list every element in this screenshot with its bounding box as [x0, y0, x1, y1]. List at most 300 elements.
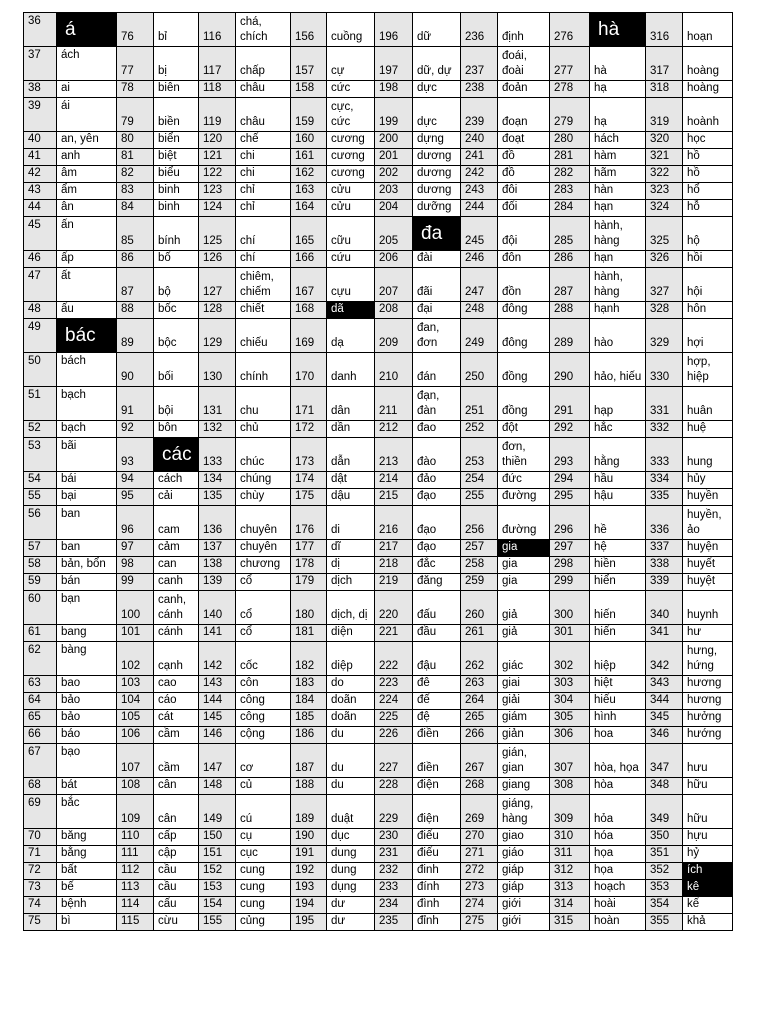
index-number: 154	[199, 897, 236, 914]
index-number: 209	[375, 319, 413, 353]
word-entry: hoàn	[590, 914, 646, 931]
index-number: 300	[550, 591, 590, 625]
word-entry: đầu	[413, 625, 461, 642]
word-entry: hạ	[590, 81, 646, 98]
word-entry: huyện	[683, 540, 733, 557]
index-number: 295	[550, 489, 590, 506]
word-entry: hình	[590, 710, 646, 727]
index-number: 353	[646, 880, 683, 897]
table-row	[24, 880, 733, 897]
index-number: 79	[117, 98, 154, 132]
word-entry: cập	[154, 846, 199, 863]
word-entry: giáng, hàng	[498, 795, 550, 829]
index-number: 164	[291, 200, 327, 217]
index-number: 156	[291, 13, 327, 47]
word-entry: hà	[590, 47, 646, 81]
index-number: 176	[291, 506, 327, 540]
index-number: 310	[550, 829, 590, 846]
word-entry: đồn	[498, 268, 550, 302]
word-entry: đồng	[498, 353, 550, 387]
word-entry: côn	[236, 676, 291, 693]
index-number: 166	[291, 251, 327, 268]
index-number: 90	[117, 353, 154, 387]
index-number: 180	[291, 591, 327, 625]
index-number: 170	[291, 353, 327, 387]
index-number: 264	[461, 693, 498, 710]
index-number: 152	[199, 863, 236, 880]
word-entry: ẩm	[57, 183, 117, 200]
index-number: 40	[24, 132, 57, 149]
index-number: 66	[24, 727, 57, 744]
word-entry: đường	[498, 489, 550, 506]
word-entry: đỉnh	[413, 914, 461, 931]
index-number: 340	[646, 591, 683, 625]
index-number: 37	[24, 47, 57, 81]
index-number: 293	[550, 438, 590, 472]
word-entry: chỉ	[236, 183, 291, 200]
index-number: 228	[375, 778, 413, 795]
index-number: 298	[550, 557, 590, 574]
word-entry: huynh	[683, 591, 733, 625]
index-number: 229	[375, 795, 413, 829]
word-entry: hiếu	[590, 693, 646, 710]
highlighted-group-header: gia	[498, 540, 550, 557]
index-number: 98	[117, 557, 154, 574]
word-entry: bộ	[154, 268, 199, 302]
word-entry: hằng	[590, 438, 646, 472]
word-entry: bái	[57, 472, 117, 489]
word-entry: cáo	[154, 693, 199, 710]
table-row	[24, 387, 733, 421]
word-entry: đán	[413, 353, 461, 387]
word-entry: bạch	[57, 421, 117, 438]
index-number: 221	[375, 625, 413, 642]
word-entry: đường	[498, 506, 550, 540]
word-entry: chi	[236, 149, 291, 166]
index-number: 134	[199, 472, 236, 489]
word-entry: dạ	[327, 319, 375, 353]
index-number: 341	[646, 625, 683, 642]
index-number: 287	[550, 268, 590, 302]
index-number: 216	[375, 506, 413, 540]
table-row	[24, 744, 733, 778]
index-number: 288	[550, 302, 590, 319]
word-entry: hàn	[590, 183, 646, 200]
index-number: 51	[24, 387, 57, 421]
index-number: 315	[550, 914, 590, 931]
index-number: 124	[199, 200, 236, 217]
table-row	[24, 914, 733, 931]
word-entry: hương	[683, 693, 733, 710]
index-number: 184	[291, 693, 327, 710]
word-entry: hủy	[683, 472, 733, 489]
index-number: 324	[646, 200, 683, 217]
word-entry: giải	[498, 693, 550, 710]
word-entry: chính	[236, 353, 291, 387]
index-number: 118	[199, 81, 236, 98]
index-number: 240	[461, 132, 498, 149]
index-number: 172	[291, 421, 327, 438]
index-number: 171	[291, 387, 327, 421]
index-number: 162	[291, 166, 327, 183]
word-entry: điếu	[413, 829, 461, 846]
index-number: 321	[646, 149, 683, 166]
index-number: 198	[375, 81, 413, 98]
word-entry: cánh	[154, 625, 199, 642]
table-row	[24, 268, 733, 302]
word-entry: hưu	[683, 744, 733, 778]
index-number: 75	[24, 914, 57, 931]
index-number: 345	[646, 710, 683, 727]
index-number: 39	[24, 98, 57, 132]
word-entry: bảo	[57, 693, 117, 710]
word-entry: bì	[57, 914, 117, 931]
index-number: 342	[646, 642, 683, 676]
index-number: 69	[24, 795, 57, 829]
word-entry: bạch	[57, 387, 117, 421]
word-entry: chỉ	[236, 200, 291, 217]
index-number: 261	[461, 625, 498, 642]
index-number: 289	[550, 319, 590, 353]
word-entry: cung	[236, 880, 291, 897]
index-number: 50	[24, 353, 57, 387]
index-number: 217	[375, 540, 413, 557]
table-row	[24, 421, 733, 438]
index-number: 308	[550, 778, 590, 795]
index-number: 55	[24, 489, 57, 506]
word-entry: bạo	[57, 744, 117, 778]
word-entry: biểu	[154, 166, 199, 183]
index-number: 259	[461, 574, 498, 591]
index-number: 145	[199, 710, 236, 727]
index-number: 115	[117, 914, 154, 931]
index-number: 331	[646, 387, 683, 421]
index-number: 136	[199, 506, 236, 540]
index-number: 92	[117, 421, 154, 438]
index-number: 150	[199, 829, 236, 846]
word-entry: huyệt	[683, 574, 733, 591]
word-entry: cổ	[236, 591, 291, 625]
index-number: 128	[199, 302, 236, 319]
word-entry: đôn	[498, 251, 550, 268]
word-entry: hãm	[590, 166, 646, 183]
word-entry: cức	[327, 81, 375, 98]
word-entry: ái	[57, 98, 117, 132]
word-entry: hương	[683, 676, 733, 693]
word-entry: chu	[236, 387, 291, 421]
index-number: 53	[24, 438, 57, 472]
word-entry: hành, hàng	[590, 217, 646, 251]
index-number: 143	[199, 676, 236, 693]
index-number: 354	[646, 897, 683, 914]
word-entry: âm	[57, 166, 117, 183]
word-entry: biệt	[154, 149, 199, 166]
word-entry: đông	[498, 319, 550, 353]
word-entry: cộng	[236, 727, 291, 744]
word-entry: hoàng	[683, 47, 733, 81]
word-entry: gia	[498, 574, 550, 591]
word-entry: đồ	[498, 166, 550, 183]
word-entry: du	[327, 778, 375, 795]
word-entry: hiệt	[590, 676, 646, 693]
index-number: 42	[24, 166, 57, 183]
index-number: 132	[199, 421, 236, 438]
word-entry: đan, đơn	[413, 319, 461, 353]
word-entry: giám	[498, 710, 550, 727]
word-entry: cung	[236, 863, 291, 880]
index-number: 327	[646, 268, 683, 302]
word-entry: hỷ	[683, 846, 733, 863]
word-entry: bội	[154, 387, 199, 421]
word-entry: hách	[590, 132, 646, 149]
table-row	[24, 472, 733, 489]
index-number: 192	[291, 863, 327, 880]
index-number: 319	[646, 98, 683, 132]
index-number: 159	[291, 98, 327, 132]
word-entry: hựu	[683, 829, 733, 846]
index-number: 267	[461, 744, 498, 778]
word-entry: dung	[327, 846, 375, 863]
index-number: 338	[646, 557, 683, 574]
index-number: 235	[375, 914, 413, 931]
index-number: 178	[291, 557, 327, 574]
index-number: 36	[24, 13, 57, 47]
word-entry: đoản	[498, 81, 550, 98]
word-entry: cổ	[236, 625, 291, 642]
index-number: 207	[375, 268, 413, 302]
index-number: 208	[375, 302, 413, 319]
word-entry: bốc	[154, 302, 199, 319]
index-number: 294	[550, 472, 590, 489]
index-number: 306	[550, 727, 590, 744]
word-entry: đôi	[498, 183, 550, 200]
index-number: 63	[24, 676, 57, 693]
index-number: 244	[461, 200, 498, 217]
index-number: 262	[461, 642, 498, 676]
index-number: 232	[375, 863, 413, 880]
index-number: 227	[375, 744, 413, 778]
word-entry: ban	[57, 506, 117, 540]
word-entry: giả	[498, 625, 550, 642]
index-number: 144	[199, 693, 236, 710]
word-entry: cam	[154, 506, 199, 540]
index-number: 135	[199, 489, 236, 506]
index-number: 199	[375, 98, 413, 132]
word-entry: họa	[590, 846, 646, 863]
word-entry: huyết	[683, 557, 733, 574]
index-number: 167	[291, 268, 327, 302]
word-entry: chương	[236, 557, 291, 574]
index-number: 214	[375, 472, 413, 489]
index-number: 277	[550, 47, 590, 81]
index-number: 241	[461, 149, 498, 166]
word-entry: cữu	[327, 217, 375, 251]
index-number: 86	[117, 251, 154, 268]
word-entry: đột	[498, 421, 550, 438]
index-number: 59	[24, 574, 57, 591]
word-entry: đài	[413, 251, 461, 268]
index-number: 204	[375, 200, 413, 217]
word-entry: cầm	[154, 727, 199, 744]
index-number: 179	[291, 574, 327, 591]
index-number: 141	[199, 625, 236, 642]
word-entry: giới	[498, 914, 550, 931]
word-entry: dĩ	[327, 540, 375, 557]
index-number: 137	[199, 540, 236, 557]
index-number: 121	[199, 149, 236, 166]
word-entry: học	[683, 132, 733, 149]
word-entry: ất	[57, 268, 117, 302]
index-number: 87	[117, 268, 154, 302]
word-entry: hạp	[590, 387, 646, 421]
word-entry: đinh	[413, 863, 461, 880]
table-row	[24, 795, 733, 829]
word-entry: huân	[683, 387, 733, 421]
table-row	[24, 693, 733, 710]
word-entry: giác	[498, 642, 550, 676]
index-number: 255	[461, 489, 498, 506]
word-entry: hiến	[590, 591, 646, 625]
index-number: 250	[461, 353, 498, 387]
index-number: 108	[117, 778, 154, 795]
index-number: 120	[199, 132, 236, 149]
index-number: 226	[375, 727, 413, 744]
index-number: 225	[375, 710, 413, 727]
index-number: 344	[646, 693, 683, 710]
index-number: 158	[291, 81, 327, 98]
index-number: 161	[291, 149, 327, 166]
word-entry: bố	[154, 251, 199, 268]
index-number: 168	[291, 302, 327, 319]
table-row	[24, 132, 733, 149]
index-number: 349	[646, 795, 683, 829]
index-number: 302	[550, 642, 590, 676]
index-number: 182	[291, 642, 327, 676]
index-number: 142	[199, 642, 236, 676]
index-number: 188	[291, 778, 327, 795]
table-row	[24, 540, 733, 557]
index-number: 41	[24, 149, 57, 166]
word-entry: du	[327, 744, 375, 778]
index-number: 56	[24, 506, 57, 540]
word-entry: chí	[236, 251, 291, 268]
index-number: 116	[199, 13, 236, 47]
word-entry: hề	[590, 506, 646, 540]
index-number: 281	[550, 149, 590, 166]
word-entry: hóa	[590, 829, 646, 846]
index-number: 278	[550, 81, 590, 98]
index-number: 110	[117, 829, 154, 846]
index-number: 193	[291, 880, 327, 897]
index-number: 140	[199, 591, 236, 625]
index-number: 254	[461, 472, 498, 489]
index-number: 153	[199, 880, 236, 897]
word-entry: đảo	[413, 472, 461, 489]
word-entry: hoạn	[683, 13, 733, 47]
table-row	[24, 574, 733, 591]
index-number: 96	[117, 506, 154, 540]
index-number: 155	[199, 914, 236, 931]
word-entry: bán	[57, 574, 117, 591]
word-entry: binh	[154, 183, 199, 200]
index-number: 290	[550, 353, 590, 387]
highlighted-group-header: các	[154, 438, 199, 472]
word-entry: cú	[236, 795, 291, 829]
word-entry: cấp	[154, 829, 199, 846]
index-number: 117	[199, 47, 236, 81]
word-entry: hậu	[590, 489, 646, 506]
table-row	[24, 13, 733, 47]
table-row	[24, 81, 733, 98]
word-entry: cân	[154, 795, 199, 829]
word-entry: cao	[154, 676, 199, 693]
index-number: 334	[646, 472, 683, 489]
word-entry: hữu	[683, 778, 733, 795]
word-entry: chuyên	[236, 506, 291, 540]
word-entry: hào	[590, 319, 646, 353]
word-entry: hợp, hiệp	[683, 353, 733, 387]
word-entry: hạn	[590, 200, 646, 217]
table-row	[24, 183, 733, 200]
word-entry: hoài	[590, 897, 646, 914]
index-number: 177	[291, 540, 327, 557]
word-entry: chấp	[236, 47, 291, 81]
word-entry: cừu	[154, 914, 199, 931]
word-entry: châu	[236, 98, 291, 132]
index-number: 343	[646, 676, 683, 693]
word-entry: dân	[327, 387, 375, 421]
word-entry: hầu	[590, 472, 646, 489]
index-number: 109	[117, 795, 154, 829]
index-number: 332	[646, 421, 683, 438]
word-entry: doãn	[327, 693, 375, 710]
index-number: 163	[291, 183, 327, 200]
index-number: 93	[117, 438, 154, 472]
table-row	[24, 438, 733, 472]
index-number: 242	[461, 166, 498, 183]
index-number: 138	[199, 557, 236, 574]
word-entry: đắc	[413, 557, 461, 574]
word-entry: bàng	[57, 642, 117, 676]
index-number: 97	[117, 540, 154, 557]
index-number: 292	[550, 421, 590, 438]
word-entry: hoa	[590, 727, 646, 744]
word-entry: củng	[236, 914, 291, 931]
word-entry: hướng	[683, 727, 733, 744]
index-number: 328	[646, 302, 683, 319]
index-number: 45	[24, 217, 57, 251]
word-entry: hồ	[683, 149, 733, 166]
word-entry: hòa	[590, 778, 646, 795]
index-number: 273	[461, 880, 498, 897]
index-number: 263	[461, 676, 498, 693]
index-number: 311	[550, 846, 590, 863]
word-entry: củ	[236, 778, 291, 795]
word-entry: đồng	[498, 387, 550, 421]
index-number: 174	[291, 472, 327, 489]
index-number: 222	[375, 642, 413, 676]
word-entry: bỉ	[154, 13, 199, 47]
index-number: 211	[375, 387, 413, 421]
word-entry: bạn	[57, 591, 117, 625]
word-entry: an, yên	[57, 132, 117, 149]
index-number: 125	[199, 217, 236, 251]
word-entry: băng	[57, 829, 117, 846]
word-entry: dư	[327, 897, 375, 914]
table-row	[24, 166, 733, 183]
word-entry: họa	[590, 863, 646, 880]
word-entry: du	[327, 727, 375, 744]
